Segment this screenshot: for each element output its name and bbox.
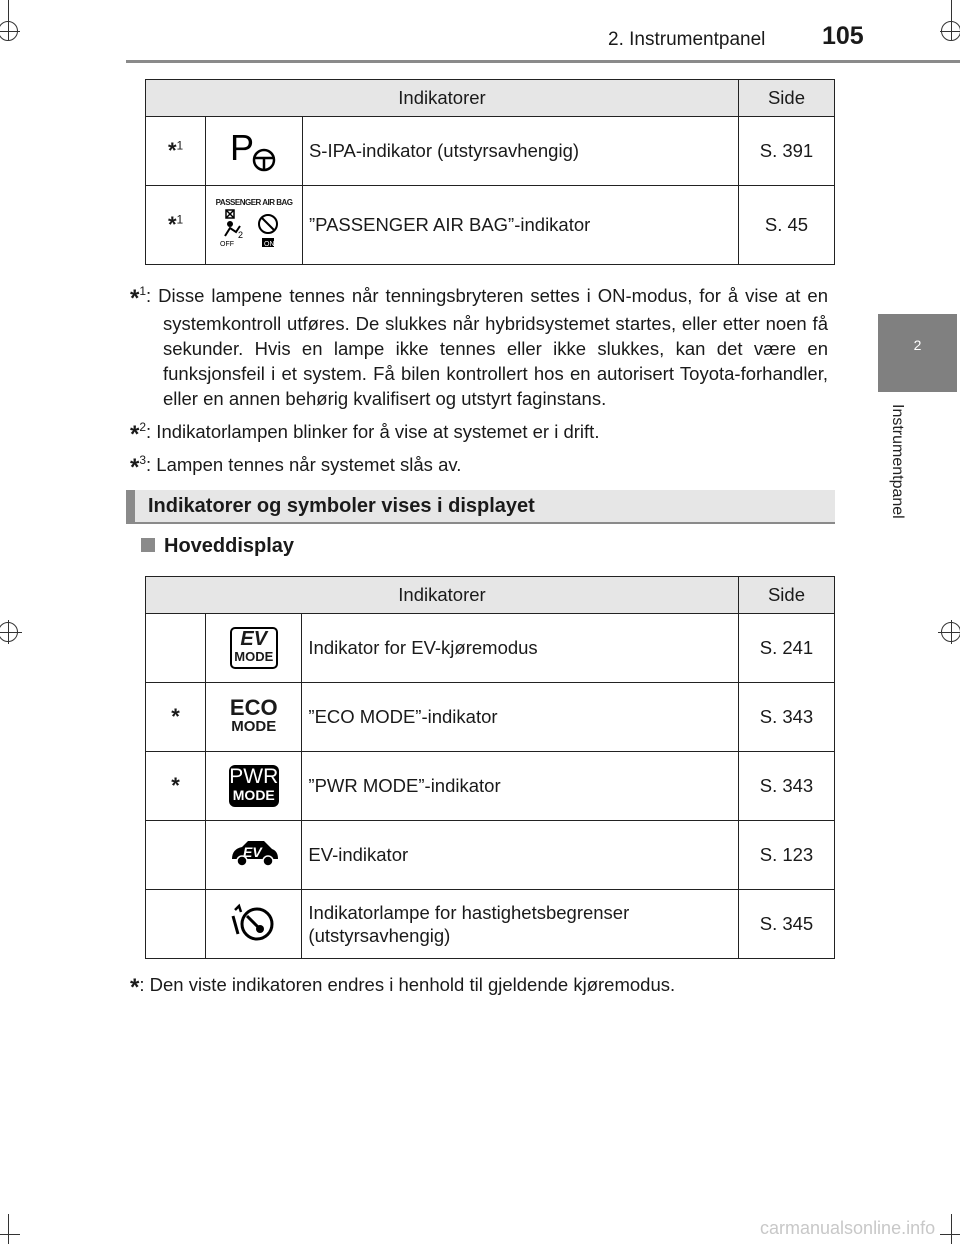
column-header-page: Side	[738, 80, 834, 117]
indicator-description: Indikator for EV-kjøremodus	[302, 614, 739, 683]
svg-text:OFF: OFF	[220, 240, 235, 248]
indicator-description: S-IPA-indikator (utstyrsavhengig)	[302, 117, 738, 186]
svg-text:ON: ON	[264, 240, 275, 248]
ev-mode-icon: EV MODE	[206, 614, 302, 683]
row-mark: *$^1$	[146, 117, 206, 186]
square-bullet-icon	[141, 538, 155, 552]
row-mark	[146, 614, 206, 683]
page-reference[interactable]: S. 343	[738, 683, 834, 752]
footnote-1: *$^1$: Disse lampene tennes når tenningsbryteren settes i ON-modus, for å vise at en systemkontroll utføres. De slukkes når hybridsystemet startes, eller etter noen få sekunder. Hvis en lampe ikke tennes eller ikke slukkes, kan det være en funksjonsfeil i et system. Få bilen kontrollert hos en autorisert Toyota-forhandler, eller en annen behørig kvalifisert og utstyrt faginstans.	[130, 284, 828, 410]
section-title: Indikatorer og symboler vises i displayet	[148, 495, 535, 517]
row-mark: *	[146, 752, 206, 821]
registration-circle	[0, 21, 18, 41]
page-reference[interactable]: S. 241	[738, 614, 834, 683]
section-heading	[126, 490, 835, 524]
indicator-description: ”PWR MODE”-indikator	[302, 752, 739, 821]
ev-indicator-icon	[206, 821, 302, 890]
section-header: 2. Instrumentpanel	[608, 29, 766, 50]
svg-text:EV: EV	[242, 843, 262, 860]
watermark: carmanualsonline.info	[760, 1218, 936, 1238]
s-ipa-icon	[206, 117, 303, 186]
footnote-mode: *: Den viste indikatoren endres i henhold til gjeldende kjøremodus.	[130, 974, 676, 1001]
subsection-heading: Hoveddisplay	[141, 535, 294, 558]
svg-text:2: 2	[238, 229, 244, 240]
page-reference[interactable]: S. 345	[738, 890, 834, 959]
pwr-mode-icon: PWR MODE	[206, 752, 302, 821]
indicator-table-1	[145, 79, 835, 265]
registration-circle	[0, 622, 18, 642]
table-row	[146, 752, 835, 821]
row-mark: *$^1$	[146, 186, 206, 265]
chapter-number: 2	[913, 337, 922, 353]
indicator-description: Indikatorlampe for hastighetsbegrenser (utstyrsavhengig)	[302, 890, 739, 959]
column-header-indicators: Indikatorer	[146, 80, 739, 117]
page-reference[interactable]: S. 123	[738, 821, 834, 890]
registration-circle	[941, 21, 960, 41]
table-row	[146, 614, 835, 683]
footnote-2: *$^2$: Indikatorlampen blinker for å vise at systemet er i drift.	[130, 420, 600, 449]
svg-text:P: P	[230, 126, 255, 168]
page-reference[interactable]: S. 45	[738, 186, 834, 265]
chapter-tab	[878, 314, 957, 392]
indicator-table-2	[145, 576, 835, 959]
crop-mark	[951, 1214, 952, 1244]
page-reference[interactable]: S. 391	[738, 117, 834, 186]
page-reference[interactable]: S. 343	[738, 752, 834, 821]
table-row	[146, 683, 835, 752]
table-header-row	[146, 80, 835, 117]
row-mark	[146, 821, 206, 890]
chapter-label: Instrumentpanel	[889, 404, 906, 519]
page-number: 105	[822, 22, 864, 50]
footnote-3: *$^3$: Lampen tennes når systemet slås av.	[130, 453, 462, 482]
column-header-page: Side	[738, 577, 834, 614]
eco-mode-icon: ECO MODE	[206, 683, 302, 752]
speed-limiter-icon	[206, 890, 302, 959]
table-row	[146, 186, 835, 265]
table-header-row	[146, 577, 835, 614]
row-mark	[146, 890, 206, 959]
indicator-description: EV-indikator	[302, 821, 739, 890]
table-row	[146, 890, 835, 959]
indicator-description: ”ECO MODE”-indikator	[302, 683, 739, 752]
registration-circle	[941, 622, 960, 642]
column-header-indicators: Indikatorer	[146, 577, 739, 614]
row-mark: *	[146, 683, 206, 752]
crop-mark	[0, 1234, 20, 1235]
crop-mark	[940, 1234, 960, 1235]
table-row	[146, 117, 835, 186]
crop-mark	[8, 1214, 9, 1244]
passenger-airbag-icon: PASSENGER AIR BAG 2 OFF ON	[206, 186, 303, 265]
indicator-description: ”PASSENGER AIR BAG”-indikator	[302, 186, 738, 265]
header-rule	[126, 60, 960, 63]
table-row	[146, 821, 835, 890]
